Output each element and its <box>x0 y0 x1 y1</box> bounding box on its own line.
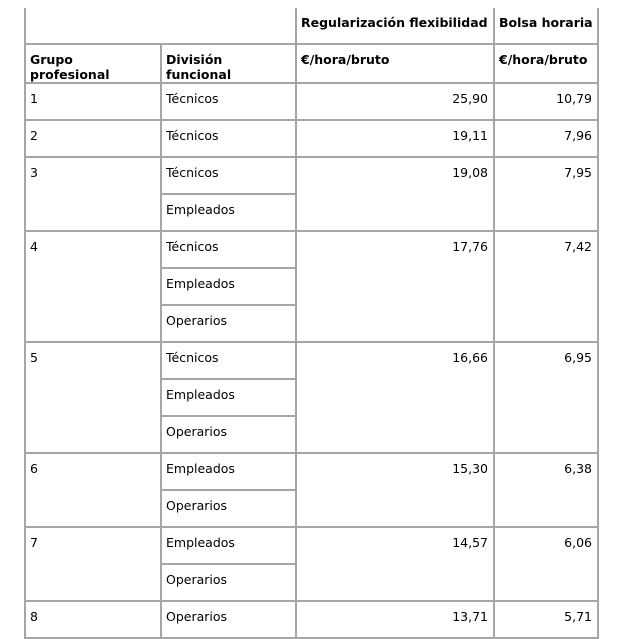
division-value: Técnicos <box>166 239 219 254</box>
bolsa-cell <box>494 83 598 120</box>
grupo-value: 3 <box>30 165 38 180</box>
bolsa-value: 6,95 <box>564 350 592 365</box>
bolsa-value: 6,06 <box>564 535 592 550</box>
division-cell <box>161 527 296 564</box>
header-row-titles <box>25 8 598 44</box>
regularizacion-value: 19,11 <box>452 128 488 143</box>
regularizacion-value: 25,90 <box>452 91 488 106</box>
regularizacion-cell <box>296 120 494 157</box>
grupo-value: 4 <box>30 239 38 254</box>
division-value: Empleados <box>166 461 235 476</box>
header-bolsa-unit <box>494 44 598 83</box>
grupo-cell <box>25 601 161 638</box>
division-value: Empleados <box>166 535 235 550</box>
division-cell <box>161 268 296 305</box>
header-division <box>161 44 296 83</box>
rates-table <box>24 8 599 639</box>
regularizacion-value: 15,30 <box>452 461 488 476</box>
grupo-cell <box>25 453 161 527</box>
regularizacion-value: 13,71 <box>452 609 488 624</box>
header-grupo-label: Grupo profesional <box>30 52 110 82</box>
header-row-units <box>25 44 598 83</box>
division-cell <box>161 231 296 268</box>
regularizacion-cell <box>296 231 494 342</box>
division-cell <box>161 564 296 601</box>
division-value: Operarios <box>166 313 228 328</box>
bolsa-value: 6,38 <box>564 461 592 476</box>
table-row <box>25 231 598 268</box>
grupo-value: 6 <box>30 461 38 476</box>
division-cell <box>161 120 296 157</box>
grupo-cell <box>25 231 161 342</box>
division-value: Técnicos <box>166 91 219 106</box>
table-row <box>25 527 598 564</box>
regularizacion-cell <box>296 527 494 601</box>
table-row <box>25 83 598 120</box>
header-regularizacion-unit-label: €/hora/bruto <box>301 52 390 67</box>
grupo-value: 5 <box>30 350 38 365</box>
division-cell <box>161 453 296 490</box>
bolsa-cell <box>494 453 598 527</box>
division-value: Empleados <box>166 276 235 291</box>
table-row <box>25 120 598 157</box>
regularizacion-cell <box>296 157 494 231</box>
division-value: Operarios <box>166 424 228 439</box>
table-row <box>25 342 598 379</box>
division-value: Operarios <box>166 609 228 624</box>
regularizacion-value: 16,66 <box>452 350 488 365</box>
grupo-cell <box>25 342 161 453</box>
table-body <box>25 83 598 638</box>
grupo-value: 8 <box>30 609 38 624</box>
regularizacion-value: 17,76 <box>452 239 488 254</box>
division-value: Técnicos <box>166 128 219 143</box>
division-cell <box>161 601 296 638</box>
bolsa-value: 5,71 <box>564 609 592 624</box>
header-regularizacion <box>296 8 494 44</box>
division-cell <box>161 305 296 342</box>
bolsa-value: 7,96 <box>564 128 592 143</box>
header-regularizacion-label: Regularización flexibilidad <box>301 15 488 30</box>
division-cell <box>161 490 296 527</box>
bolsa-cell <box>494 157 598 231</box>
division-cell <box>161 342 296 379</box>
bolsa-cell <box>494 342 598 453</box>
header-grupo <box>25 44 161 83</box>
table-row <box>25 453 598 490</box>
regularizacion-value: 14,57 <box>452 535 488 550</box>
header-division-label: División funcional <box>166 52 232 82</box>
division-cell <box>161 157 296 194</box>
grupo-value: 2 <box>30 128 38 143</box>
division-cell <box>161 194 296 231</box>
division-value: Empleados <box>166 202 235 217</box>
division-value: Operarios <box>166 572 228 587</box>
regularizacion-cell <box>296 83 494 120</box>
header-bolsa-label: Bolsa horaria <box>499 15 593 30</box>
regularizacion-cell <box>296 453 494 527</box>
header-empty-cell <box>25 8 296 44</box>
regularizacion-cell <box>296 601 494 638</box>
bolsa-cell <box>494 231 598 342</box>
header-bolsa-unit-label: €/hora/bruto <box>499 52 588 67</box>
division-cell <box>161 416 296 453</box>
header-bolsa <box>494 8 598 44</box>
grupo-value: 7 <box>30 535 38 550</box>
division-value: Empleados <box>166 387 235 402</box>
division-cell <box>161 83 296 120</box>
division-value: Operarios <box>166 498 228 513</box>
grupo-cell <box>25 157 161 231</box>
grupo-value: 1 <box>30 91 38 106</box>
table-row <box>25 601 598 638</box>
bolsa-cell <box>494 527 598 601</box>
bolsa-value: 7,95 <box>564 165 592 180</box>
table-row <box>25 157 598 194</box>
bolsa-value: 7,42 <box>564 239 592 254</box>
division-cell <box>161 379 296 416</box>
grupo-cell <box>25 120 161 157</box>
header-regularizacion-unit <box>296 44 494 83</box>
bolsa-value: 10,79 <box>556 91 592 106</box>
bolsa-cell <box>494 120 598 157</box>
division-value: Técnicos <box>166 350 219 365</box>
regularizacion-value: 19,08 <box>452 165 488 180</box>
regularizacion-cell <box>296 342 494 453</box>
rates-table-container <box>24 8 599 639</box>
grupo-cell <box>25 83 161 120</box>
grupo-cell <box>25 527 161 601</box>
division-value: Técnicos <box>166 165 219 180</box>
bolsa-cell <box>494 601 598 638</box>
